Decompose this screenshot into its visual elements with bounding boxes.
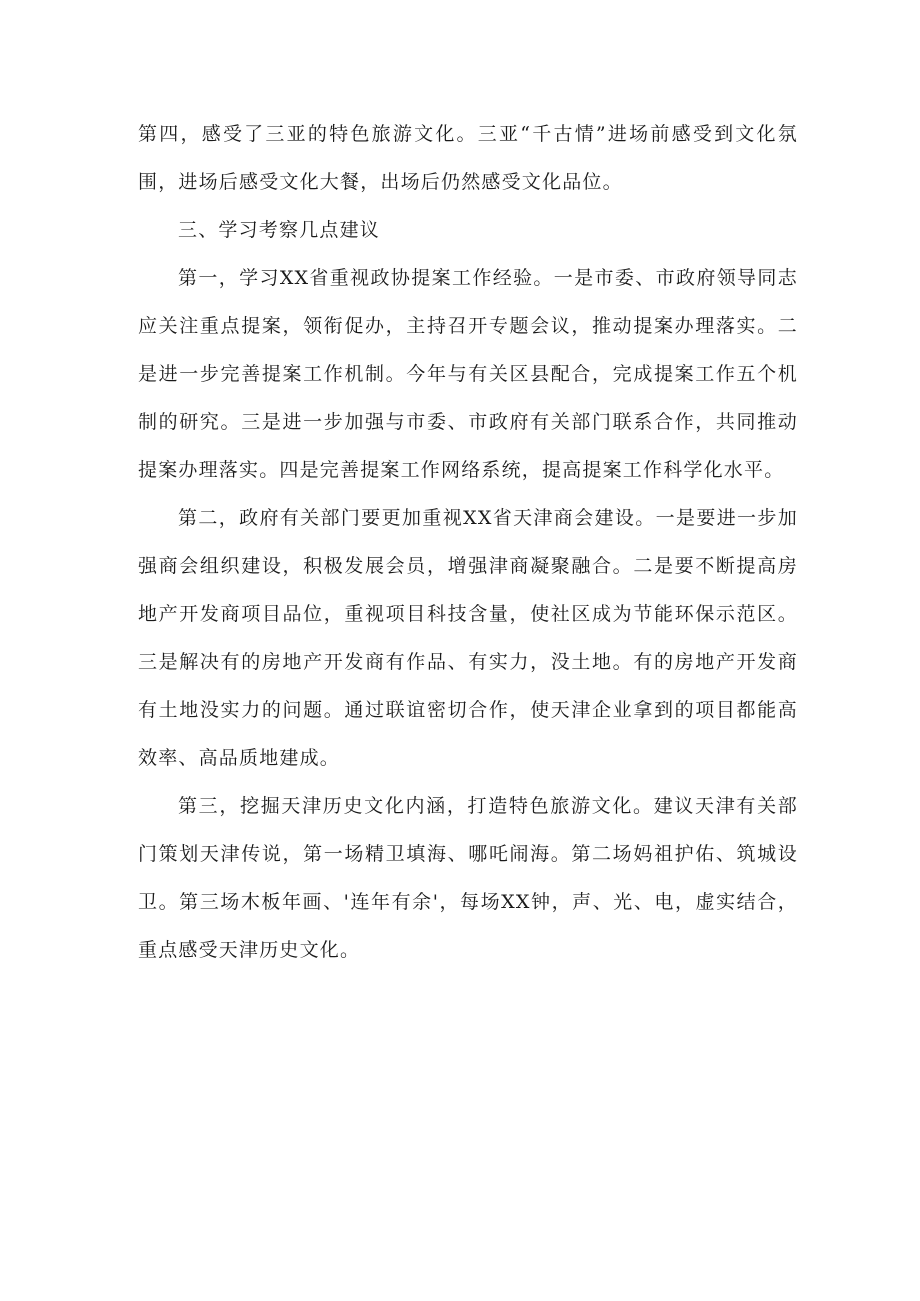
- paragraph-suggestion-two: 第二，政府有关部门要更加重视XX省天津商会建设。一是要进一步加强商会组织建设，积极发展会员，增强津商凝聚融合。二是要不断提高房地产开发商项目品位，重视项目科技含量，使社区成为节能环保示范区。三是解决有的房地产开发商有作品、有实力，没土地。有的房地产开发商有土地没实力的问题。通过联谊密切合作，使天津企业拿到的项目都能高效率、高品质地建成。: [138, 507, 798, 769]
- paragraph-culture-tourism: 第四，感受了三亚的特色旅游文化。三亚“千古情”进场前感受到文化氛围，进场后感受文化大餐，出场后仍然感受文化品位。: [138, 123, 798, 193]
- paragraph-suggestion-three: 第三，挖掘天津历史文化内涵，打造特色旅游文化。建议天津有关部门策划天津传说，第一场精卫填海、哪吒闹海。第二场妈祖护佑、筑城设卫。第三场木板年画、'连年有余'，每场XX钟，声、光、电，虚实结合，重点感受天津历史文化。: [138, 795, 798, 961]
- document-page: [138, 110, 798, 974]
- paragraph-suggestion-one: 第一，学习XX省重视政协提案工作经验。一是市委、市政府领导同志应关注重点提案，领衔促办，主持召开专题会议，推动提案办理落实。二是进一步完善提案工作机制。今年与有关区县配合，完成提案工作五个机制的研究。三是进一步加强与市委、市政府有关部门联系合作，共同推动提案办理落实。四是完善提案工作网络系统，提高提案工作科学化水平。: [138, 267, 798, 481]
- section-heading-suggestions: 三、学习考察几点建议: [178, 219, 381, 241]
